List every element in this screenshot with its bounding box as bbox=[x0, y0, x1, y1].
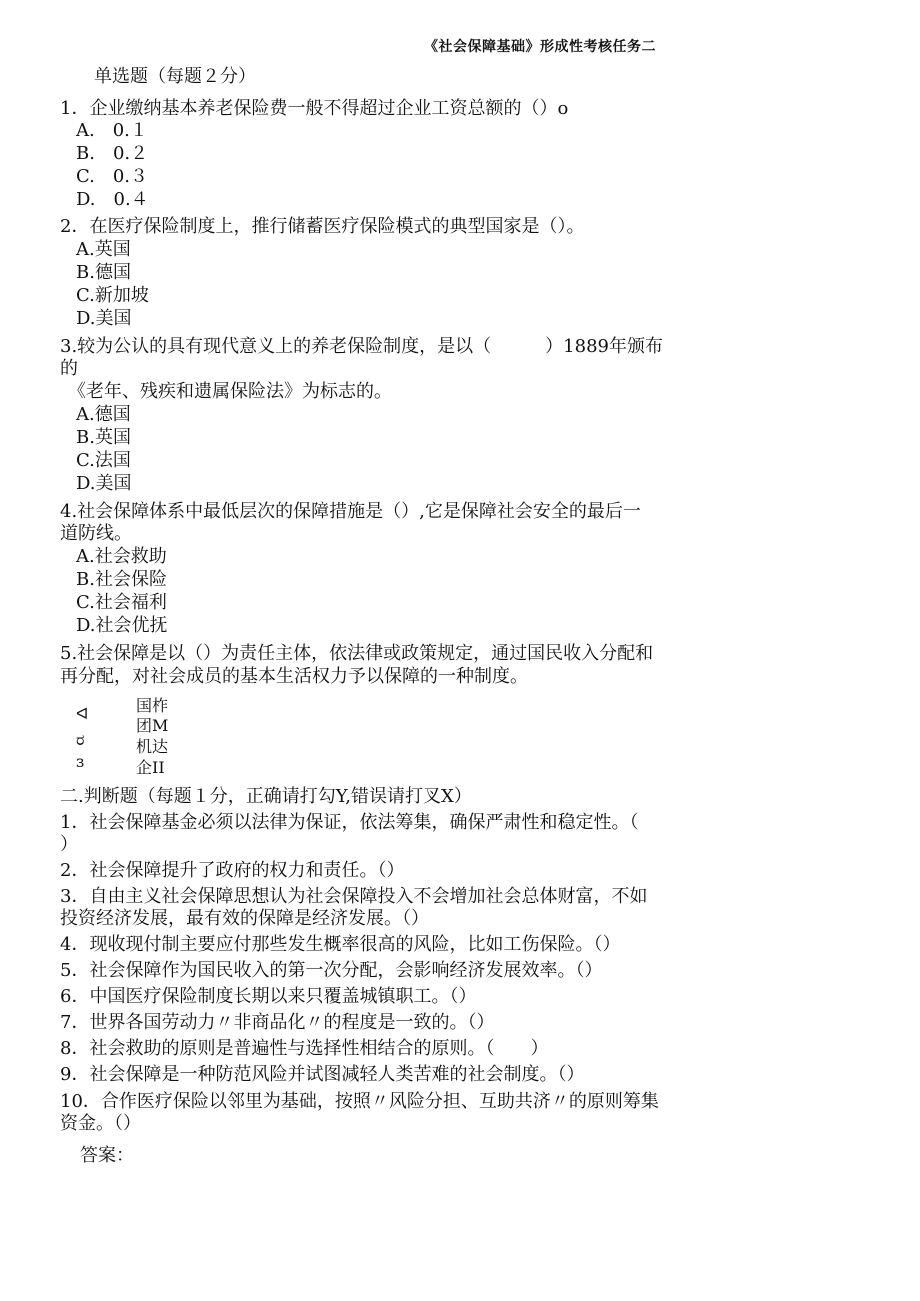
garbled-option-1: 国柞 bbox=[136, 696, 169, 715]
judgment-1-line2: ） bbox=[60, 834, 78, 855]
judgment-2: 2．社会保障提升了政府的权力和责任。（） bbox=[60, 860, 405, 881]
judgment-7: 7．世界各国劳动力〃非商品化〃的程度是一致的。（） bbox=[60, 1012, 495, 1033]
question-1-text: 1．企业缴纳基本养老保险费一般不得超过企业工资总额的（）o bbox=[60, 98, 569, 119]
question-5-text-line1: 5.社会保障是以（）为责任主体，依法律或政策规定，通过国民收入分配和 bbox=[60, 643, 654, 664]
judgment-8: 8．社会救助的原则是普遍性与选择性相结合的原则。（ ） bbox=[60, 1038, 549, 1059]
question-3-text-line2: 的 bbox=[60, 358, 78, 379]
judgment-1-line1: 1．社会保障基金必须以法律为保证，依法筹集，确保严肃性和稳定性。（ bbox=[60, 812, 639, 833]
section2-title: 二.判断题（每题１分，正确请打勾Y,错误请打叉X） bbox=[60, 786, 472, 807]
question-1-option-a: A. 0.１ bbox=[76, 120, 148, 141]
question-2-option-b: B.德国 bbox=[76, 262, 131, 283]
question-3-text-line1: 3.较为公认的具有现代意义上的养老保险制度，是以（ ）1889年颁布 bbox=[60, 336, 663, 357]
judgment-3-line1: 3．自由主义社会保障思想认为社会保障投入不会增加社会总体财富，不如 bbox=[60, 886, 648, 907]
question-4-text-line1: 4.社会保障体系中最低层次的保障措施是（）,它是保障社会安全的最后一 bbox=[60, 501, 641, 522]
question-1-option-d: D. 0.４ bbox=[76, 189, 149, 210]
garbled-option-2: 团M bbox=[136, 716, 169, 735]
question-3-text-line3: 《老年、残疾和遗属保险法》为标志的。 bbox=[68, 381, 392, 402]
garbled-option-3: 机达 bbox=[136, 737, 169, 756]
question-4-option-b: B.社会保险 bbox=[76, 569, 167, 590]
question-3-option-a: A.德国 bbox=[76, 404, 131, 425]
document-header: 《社会保障基础》形成性考核任务二 bbox=[424, 39, 656, 55]
judgment-6: 6．中国医疗保险制度长期以来只覆盖城镇职工。（） bbox=[60, 986, 477, 1007]
question-1-option-b: B. 0.２ bbox=[76, 143, 149, 164]
question-2-option-c: C.新加坡 bbox=[76, 285, 149, 306]
judgment-3-line2: 投资经济发展，最有效的保障是经济发展。（） bbox=[60, 908, 429, 929]
question-1-option-c: C. 0.３ bbox=[76, 166, 149, 187]
judgment-10-line1: 10．合作医疗保险以邻里为基础，按照〃风险分担、互助共济〃的原则筹集 bbox=[60, 1091, 659, 1112]
question-2-option-a: A.英国 bbox=[76, 239, 131, 260]
question-4-option-c: C.社会福利 bbox=[76, 592, 167, 613]
question-3-option-d: D.美国 bbox=[76, 473, 132, 494]
question-3-option-b: B.英国 bbox=[76, 427, 131, 448]
question-3-option-c: C.法国 bbox=[76, 450, 131, 471]
judgment-4: 4．现收现付制主要应付那些发生概率很高的风险，比如工伤保险。（） bbox=[60, 934, 621, 955]
section1-title: 单选题（每题２分） bbox=[94, 66, 256, 87]
garbled-mark-3: ɜ bbox=[76, 752, 85, 771]
question-2-option-d: D.美国 bbox=[76, 308, 132, 329]
judgment-5: 5．社会保障作为国民收入的第一次分配，会影响经济发展效率。（） bbox=[60, 960, 603, 981]
judgment-10-line2: 资金。（） bbox=[60, 1113, 141, 1134]
garbled-mark-2: ರ bbox=[76, 730, 85, 749]
answer-label: 答案： bbox=[80, 1145, 134, 1166]
garbled-mark-1: ᐊ bbox=[76, 704, 89, 723]
question-5-text-line2: 再分配，对社会成员的基本生活权力予以保障的一种制度。 bbox=[60, 666, 528, 687]
garbled-option-4: 企II bbox=[136, 758, 165, 777]
question-4-option-d: D.社会优抚 bbox=[76, 615, 168, 636]
judgment-9: 9．社会保障是一种防范风险并试图减轻人类苦难的社会制度。（） bbox=[60, 1064, 585, 1085]
question-4-text-line2: 道防线。 bbox=[60, 523, 132, 544]
question-2-text: 2．在医疗保险制度上，推行储蓄医疗保险模式的典型国家是（）。 bbox=[60, 216, 585, 237]
question-4-option-a: A.社会救助 bbox=[76, 546, 167, 567]
